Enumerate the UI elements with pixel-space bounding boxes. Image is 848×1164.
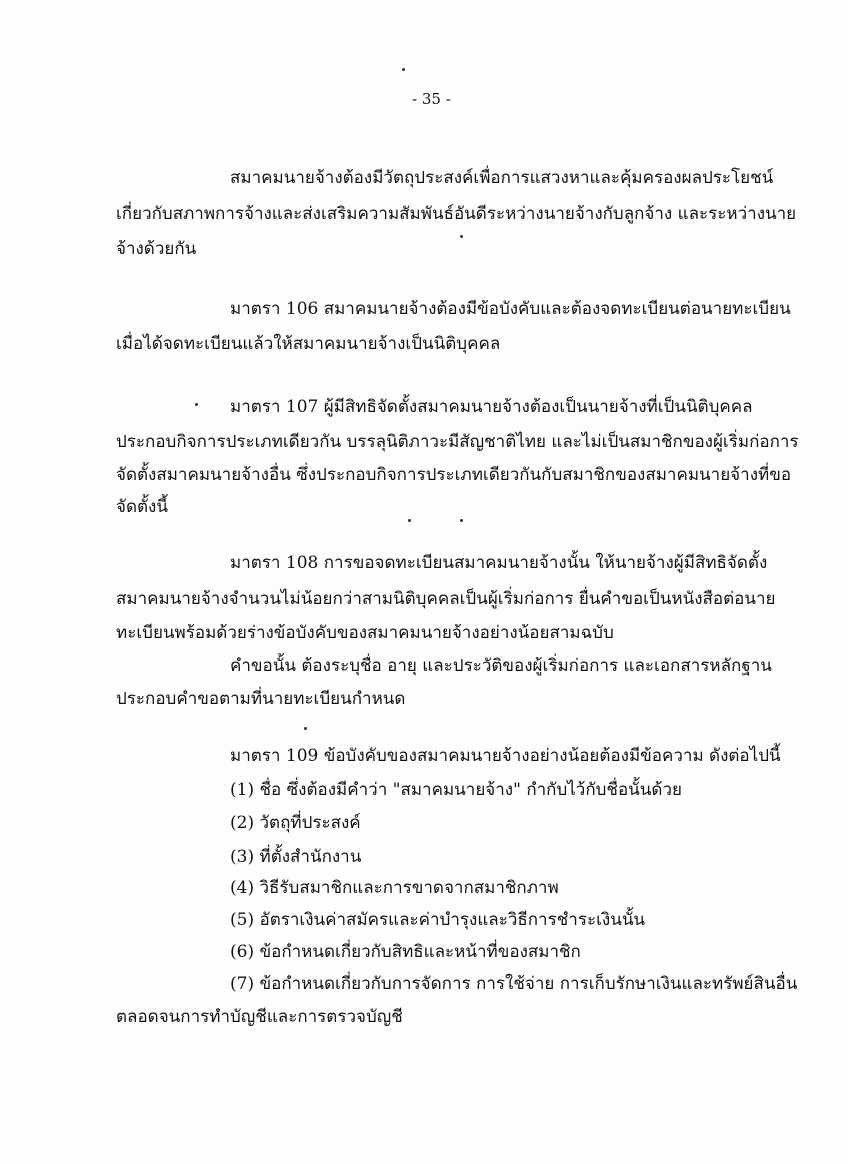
section-109-item-3: (3) ที่ตั้งสำนักงาน [230,847,362,867]
section-108-line-3: ทะเบียนพร้อมด้วยร่างข้อบังคับของสมาคมนายจ้างอย่างน้อยสามฉบับ [116,623,614,643]
scan-speck [304,727,307,730]
section-107-line-2: ประกอบกิจการประเภทเดียวกัน บรรลุนิติภาวะมีสัญชาติไทย และไม่เป็นสมาชิกของผู้เริ่มก่อการ [116,432,799,452]
section-109-item-2: (2) วัตถุที่ประสงค์ [230,813,361,833]
section-107-line-4: จัดตั้งนี้ [116,497,168,517]
section-109-item-1: (1) ชื่อ ซึ่งต้องมีคำว่า "สมาคมนายจ้าง" กำกับไว้กับชื่อนั้นด้วย [230,780,682,800]
section-108-line-4: คำขอนั้น ต้องระบุชื่อ อายุ และประวัติของผู้เริ่มก่อการ และเอกสารหลักฐาน [230,656,772,676]
section-109-item-5: (5) อัตราเงินค่าสมัครและค่าบำรุงและวิธีการชำระเงินนั้น [230,910,646,930]
paragraph-1-line-1: สมาคมนายจ้างต้องมีวัตถุประสงค์เพื่อการแสวงหาและคุ้มครองผลประโยชน์ [230,168,774,188]
scan-speck [460,235,463,238]
section-106-line-2: เมื่อได้จดทะเบียนแล้วให้สมาคมนายจ้างเป็นนิติบุคคล [116,334,501,354]
section-109-item-7-continued: ตลอดจนการทำบัญชีและการตรวจบัญชี [116,1007,403,1027]
scan-speck [402,68,405,71]
section-108-line-1: มาตรา 108 การขอจดทะเบียนสมาคมนายจ้างนั้น ให้นายจ้างผู้มีสิทธิจัดตั้ง [230,553,768,573]
paragraph-1-line-3: จ้างด้วยกัน [116,239,197,259]
section-106-line-1: มาตรา 106 สมาคมนายจ้างต้องมีข้อบังคับและต้องจดทะเบียนต่อนายทะเบียน [230,299,791,319]
scan-speck [460,519,463,522]
section-108-line-5: ประกอบคำขอตามที่นายทะเบียนกำหนด [116,689,406,709]
section-107-line-3: จัดตั้งสมาคมนายจ้างอื่น ซึ่งประกอบกิจการประเภทเดียวกันกับสมาชิกของสมาคมนายจ้างที่ขอ [116,465,792,485]
section-109-item-4: (4) วิธีรับสมาชิกและการขาดจากสมาชิกภาพ [230,878,559,898]
scan-speck [195,403,198,406]
section-107-line-1: มาตรา 107 ผู้มีสิทธิจัดตั้งสมาคมนายจ้างต้องเป็นนายจ้างที่เป็นนิติบุคคล [230,397,753,417]
scan-speck [408,519,411,522]
paragraph-1-line-2: เกี่ยวกับสภาพการจ้างและส่งเสริมความสัมพันธ์อันดีระหว่างนายจ้างกับลูกจ้าง และระหว่างนาย [116,204,797,224]
section-109-item-6: (6) ข้อกำหนดเกี่ยวกับสิทธิและหน้าที่ของสมาชิก [230,942,581,962]
section-109-item-7: (7) ข้อกำหนดเกี่ยวกับการจัดการ การใช้จ่าย การเก็บรักษาเงินและทรัพย์สินอื่น [230,974,798,994]
section-109-line-1: มาตรา 109 ข้อบังคับของสมาคมนายจ้างอย่างน้อยต้องมีข้อความ ดังต่อไปนี้ [230,746,781,766]
section-108-line-2: สมาคมนายจ้างจำนวนไม่น้อยกว่าสามนิติบุคคลเป็นผู้เริ่มก่อการ ยื่นคำขอเป็นหนังสือต่อนาย [116,589,776,609]
page-number: - 35 - [412,90,451,108]
